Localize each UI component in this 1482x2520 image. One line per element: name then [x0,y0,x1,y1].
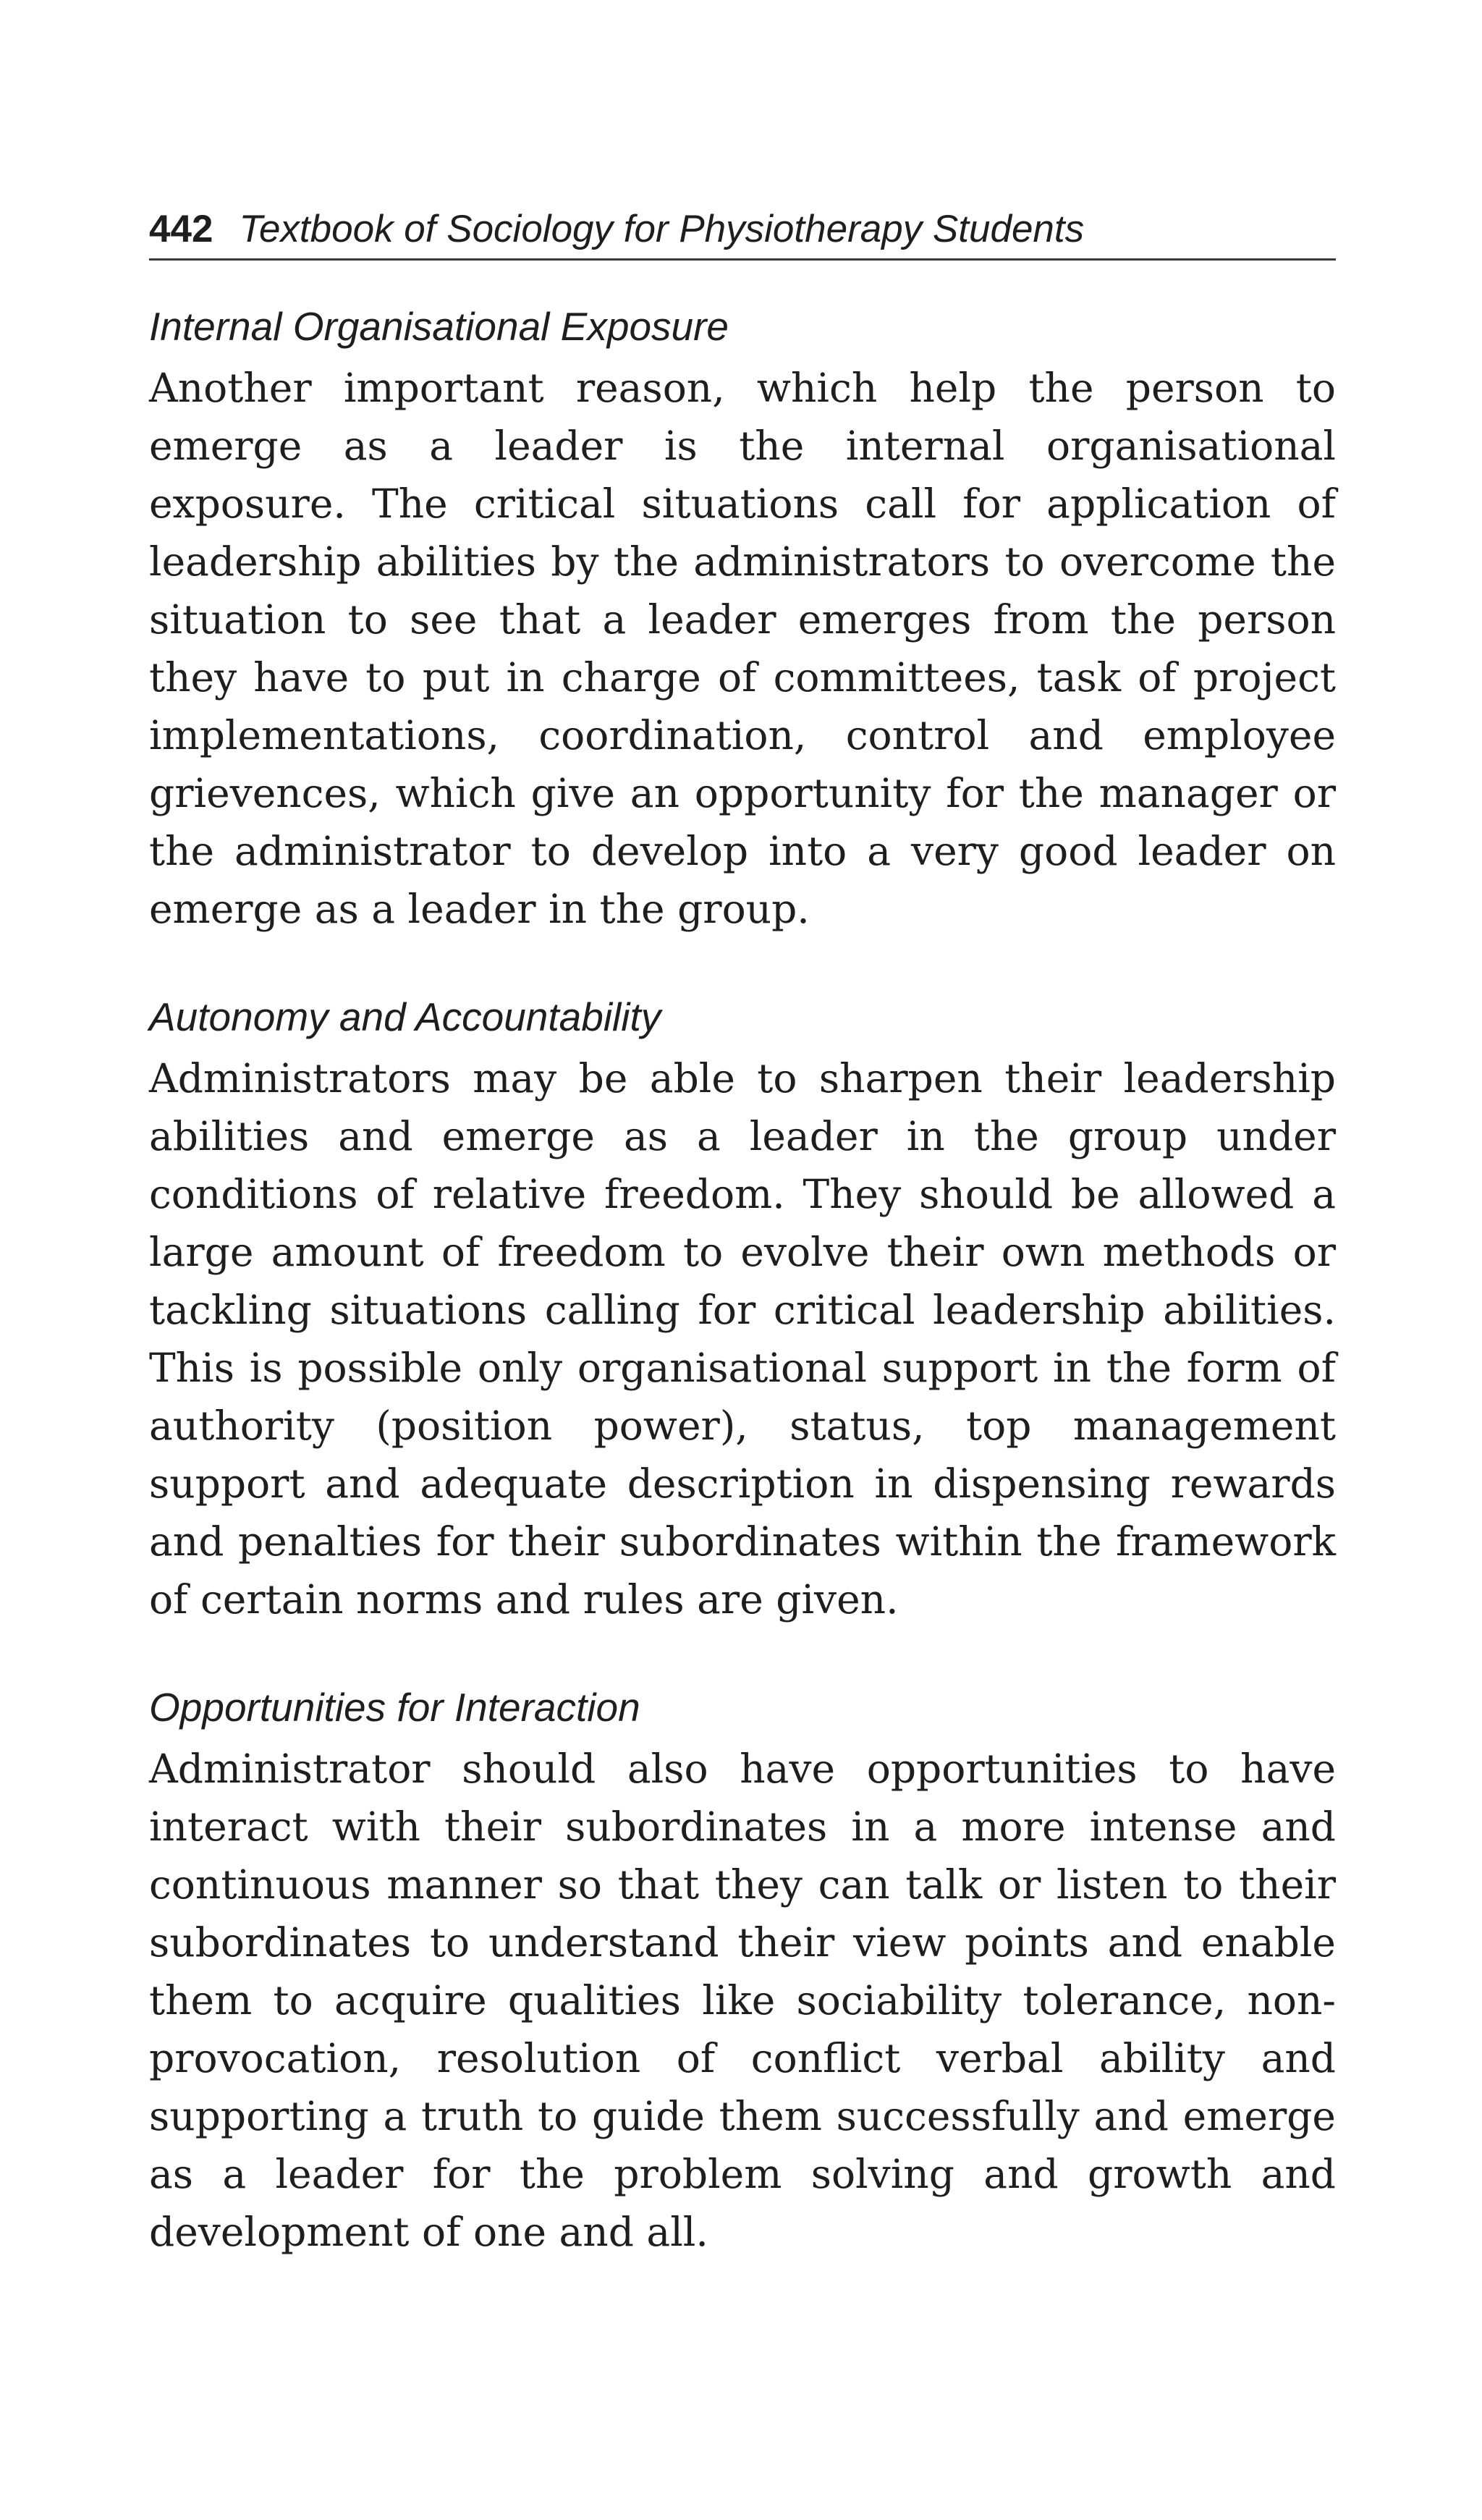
page-number: 442 [149,208,213,250]
section-paragraph: Administrator should also have opportunities to have interact with their subordinates in a more intense and continuous manner so that they can talk or listen to their subordinates to understand their view points and enable them to acquire qualities like sociability tolerance, non-provocation, resolution of conflict verbal ability and supporting a truth to guide them successfully and emerge as a leader for the problem solving and growth and development of one and all. [149,1746,1336,2255]
running-head [149,210,1336,261]
section-opportunities-for-interaction [149,1683,1336,2261]
section-autonomy-and-accountability [149,993,1336,1628]
section-paragraph: Administrators may be able to sharpen their leadership abilities and emerge as a leader in the group under conditions of relative freedom. They should be allowed a large amount of freedom to evolve their own methods or tackling situations calling for critical leadership abilities. This is possible only organisational support in the form of authority (position power), status, top management support and adequate description in dispensing rewards and penalties for their subordinates within the framework of certain norms and rules are given. [149,1055,1336,1623]
book-page [149,210,1336,2261]
section-internal-organisational-exposure [149,303,1336,938]
section-paragraph: Another important reason, which help the person to emerge as a leader is the internal organisational exposure. The critical situations call for application of leadership abilities by the administrators to overcome the situation to see that a leader emerges from the person they have to put in charge of committees, task of project implementations, coordination, control and employee grievences, which give an opportunity for the manager or the administrator to develop into a very good leader on emerge as a leader in the group. [149,365,1336,932]
section-heading: Opportunities for Interaction [149,1685,640,1730]
book-title: Textbook of Sociology for Physiotherapy Students [239,208,1085,250]
section-heading: Internal Organisational Exposure [149,304,729,349]
section-heading: Autonomy and Accountability [149,994,661,1039]
